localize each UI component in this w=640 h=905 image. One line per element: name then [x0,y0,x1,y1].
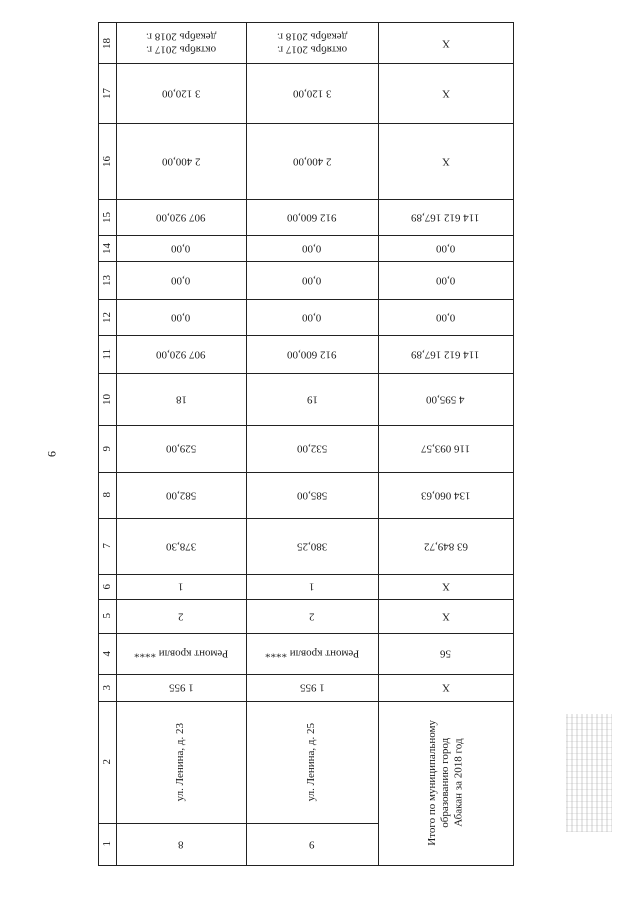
total-cell-col15 [378,199,513,235]
cell-text: 19 [306,393,318,406]
column-number: 9 [100,445,113,452]
total-cell-col14 [378,235,513,261]
total-cell-col9 [378,425,513,472]
table-cell-row2-col16 [246,123,378,199]
table-cell-row1-col3 [116,674,246,701]
table-cell-row2-col18 [246,23,378,63]
total-cell-col4 [378,633,513,674]
column-number: 18 [100,37,113,49]
column-number: 5 [100,613,113,619]
total-value: X [441,37,450,50]
column-number-cell [99,599,116,633]
total-cell-col13 [378,261,513,299]
table-cell-row2-col3 [246,674,378,701]
column-number-cell [99,574,116,599]
cell-text: 3 120,00 [161,87,201,100]
data-table [98,22,514,866]
cell-text: 907 920,00 [156,211,206,224]
table-cell-row1-col18 [116,23,246,63]
column-number: 6 [100,583,113,590]
table-cell-row1-col1 [116,823,246,865]
cell-text: 2 [309,610,315,623]
cell-text: 0,00 [302,274,322,287]
column-number: 3 [100,684,113,691]
cell-text: 18 [175,393,187,406]
cell-text: 907 920,00 [156,348,206,361]
page-number: 9 [45,451,59,457]
total-cell-col10 [378,373,513,425]
table-cell-row1-col7 [116,518,246,574]
table-cell-row1-col16 [116,123,246,199]
cell-text: 0,00 [302,311,322,324]
table-cell-row1-col12 [116,299,246,335]
cell-text: ул. Ленина, д. 25 [305,722,318,802]
faint-stamp [566,714,612,832]
column-number: 8 [100,492,113,498]
table-cell-row1-col17 [116,63,246,123]
cell-text: Ремонт кровли **** [133,647,229,660]
column-number: 1 [100,841,113,847]
total-value: X [441,155,450,168]
table-cell-row2-col12 [246,299,378,335]
column-number-cell [99,235,116,261]
total-label: Итого по муниципальному образованию город Абакан за 2018 год [425,720,465,846]
table-cell-row2-col6 [246,574,378,599]
total-cell-col5 [378,599,513,633]
table-cell-row2-col15 [246,199,378,235]
column-number-cell [99,123,116,199]
total-value: 116 093,57 [420,442,471,455]
total-cell-col11 [378,335,513,373]
column-number: 11 [100,348,113,360]
column-number: 17 [100,87,113,99]
cell-text: 0,00 [171,274,191,287]
total-cell-col6 [378,574,513,599]
cell-text: 585,00 [296,489,328,502]
column-number-cell [99,261,116,299]
cell-text: 1 955 [168,681,194,694]
column-number: 12 [100,311,113,323]
table-cell-row2-col5 [246,599,378,633]
column-number: 4 [100,650,113,657]
column-number-cell [99,633,116,674]
column-number-cell [99,63,116,123]
cell-text: 912 600,00 [287,211,337,224]
table-cell-row1-col5 [116,599,246,633]
cell-text: 1 [178,580,184,593]
table-cell-row2-col4 [246,633,378,674]
total-value: 114 612 167,89 [411,211,480,224]
table-cell-row2-col10 [246,373,378,425]
table-cell-row1-col15 [116,199,246,235]
column-number-cell [99,199,116,235]
column-number: 2 [100,759,113,765]
total-cell-col18 [378,23,513,63]
table-cell-row1-col10 [116,373,246,425]
cell-text: 529,00 [165,442,197,455]
total-cell-col7 [378,518,513,574]
table-cell-row1-col14 [116,235,246,261]
total-cell-col3 [378,674,513,701]
total-cell-col16 [378,123,513,199]
column-number: 14 [100,242,113,254]
total-cell-col12 [378,299,513,335]
cell-text: 2 400,00 [161,155,201,168]
table-cell-row2-col17 [246,63,378,123]
cell-text: 3 120,00 [292,87,332,100]
cell-text: октябрь 2017 г. декабрь 2018 г. [276,31,348,56]
total-cell-col17 [378,63,513,123]
table-cell-row2-col11 [246,335,378,373]
cell-text: 2 [178,610,184,623]
column-number: 15 [100,211,113,223]
cell-text: 0,00 [302,242,322,255]
cell-text: 8 [178,838,184,851]
total-value: X [441,681,450,694]
cell-text: 1 [309,580,315,593]
table-cell-row2-col13 [246,261,378,299]
cell-text: 582,00 [165,489,197,502]
column-number-cell [99,23,116,63]
total-value: 0,00 [435,311,456,324]
table-cell-row1-col6 [116,574,246,599]
total-value: 0,00 [435,274,456,287]
total-value: X [441,580,450,593]
total-value: 0,00 [435,242,456,255]
cell-text: 0,00 [171,311,191,324]
cell-text: 378,30 [165,540,197,553]
table-cell-row1-col4 [116,633,246,674]
column-number: 16 [100,155,113,167]
column-number-cell [99,472,116,518]
table-cell-row2-col2 [246,701,378,823]
cell-text: 2 400,00 [292,155,332,168]
total-value: 114 612 167,89 [411,348,480,361]
total-value: 63 849,72 [423,540,468,553]
table-cell-row2-col14 [246,235,378,261]
total-cell-col8 [378,472,513,518]
column-number: 10 [100,393,113,405]
column-number: 7 [100,543,113,549]
table-cell-row2-col8 [246,472,378,518]
table-cell-row1-col8 [116,472,246,518]
cell-text: 380,25 [296,540,328,553]
column-number-cell [99,518,116,574]
total-value: 56 [440,647,451,660]
table-cell-row1-col13 [116,261,246,299]
table-cell-row2-col7 [246,518,378,574]
column-number-cell [99,674,116,701]
cell-text: 9 [309,838,315,851]
column-number-cell [99,299,116,335]
table-cell-row2-col9 [246,425,378,472]
column-number: 13 [100,274,113,286]
table-cell-row1-col11 [116,335,246,373]
total-label-cell [378,701,513,865]
table-cell-row2-col1 [246,823,378,865]
column-number-cell [99,373,116,425]
total-value: X [441,610,450,623]
cell-text: 912 600,00 [287,348,337,361]
table-cell-row1-col9 [116,425,246,472]
total-value: 134 060,63 [420,489,471,502]
cell-text: октябрь 2017 г. декабрь 2018 г. [145,31,217,56]
cell-text: Ремонт кровли **** [264,647,360,660]
cell-text: 0,00 [171,242,191,255]
cell-text: ул. Ленина, д. 23 [174,722,187,802]
total-value: 4 595,00 [426,393,465,406]
column-number-cell [99,425,116,472]
column-number-cell [99,335,116,373]
cell-text: 1 955 [299,681,325,694]
column-number-cell [99,701,116,823]
table-cell-row1-col2 [116,701,246,823]
column-number-cell [99,823,116,865]
cell-text: 532,00 [296,442,328,455]
total-value: X [441,87,450,100]
